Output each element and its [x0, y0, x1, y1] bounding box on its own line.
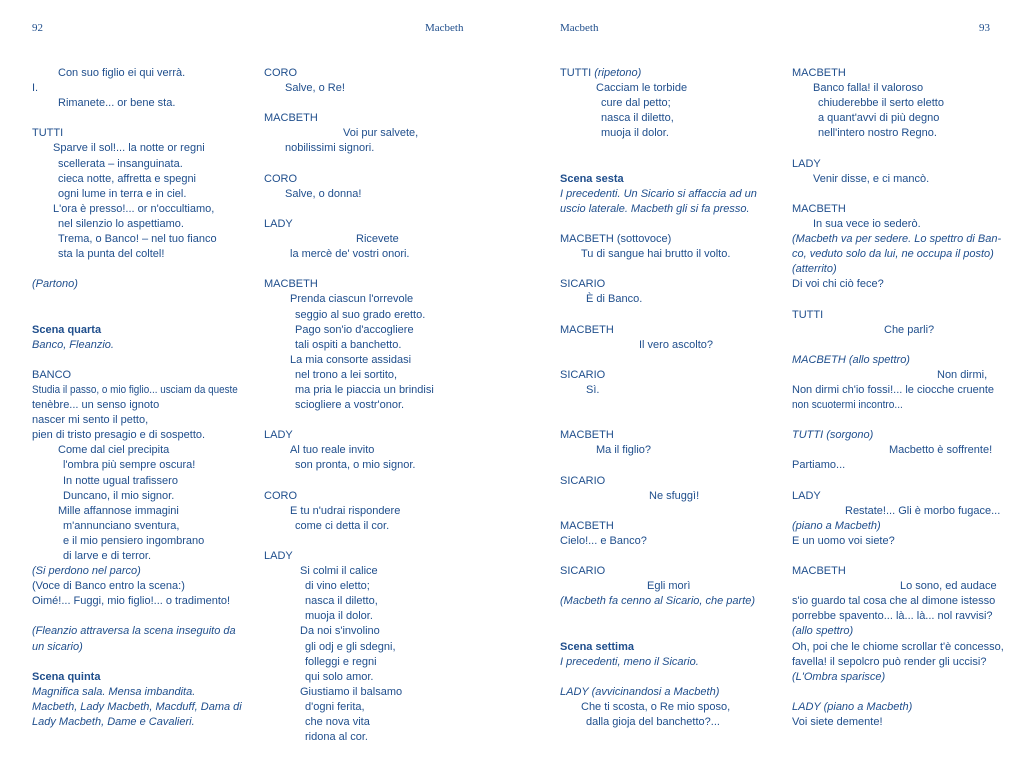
text-line: nasca il diletto,: [305, 595, 378, 608]
right-page-column-2: [792, 66, 1004, 730]
text-line: Mille affannose immagini: [58, 504, 179, 517]
blank-line: [560, 398, 770, 413]
blank-line: [792, 474, 1004, 489]
text-line: BANCO: [32, 368, 72, 381]
text-line: Lo sono, ed audace: [900, 580, 997, 593]
text-line: TUTTI (ripetono): [560, 67, 642, 79]
text-line: E un uomo voi siete?: [792, 534, 895, 547]
text-line: Ma il figlio?: [596, 444, 652, 457]
text-line: co, veduto solo da lui, ne occupa il posto): [792, 248, 994, 261]
text-line: e il mio pensiero ingombrano: [63, 534, 205, 547]
text-line: Restate!... Gli è morbo fugace...: [845, 504, 1001, 517]
text-line: s'io guardo tal cosa che al dimone istesso: [792, 595, 996, 608]
blank-line: [560, 458, 770, 473]
left-page-column-2: [264, 66, 474, 745]
text-line: Oimé!... Fuggi, mio figlio!... o tradimento!: [32, 595, 231, 608]
text-line: Rimanete... or bene sta.: [58, 97, 176, 110]
text-line: La mia consorte assidasi: [290, 353, 412, 366]
text-line: (Voce di Banco entro la scena:): [32, 580, 185, 593]
text-line: scellerata – insanguinata.: [58, 157, 183, 170]
text-line: ridona al cor.: [305, 731, 368, 744]
blank-line: [560, 308, 770, 323]
text-line: CORO: [264, 172, 297, 185]
text-line: Prenda ciascun l'orrevole: [290, 293, 414, 306]
text-line: sciogliere a vostr'onor.: [295, 399, 405, 412]
blank-line: [560, 157, 770, 172]
text-line: Non dirmi ch'io fossi!... le ciocche cruente: [792, 383, 995, 396]
text-line: la mercè de' vostri onori.: [290, 248, 410, 261]
text-line: Lady Macbeth, Dame e Cavalieri.: [32, 716, 195, 729]
text-line: Come dal ciel precipita: [58, 444, 170, 457]
text-line: d'ogni ferita,: [305, 700, 365, 713]
text-line: MACBETH: [264, 278, 318, 291]
text-line: l'ombra più sempre oscura!: [63, 459, 196, 472]
text-line: nascer mi sento il petto,: [32, 414, 149, 427]
text-line: CORO: [264, 67, 297, 79]
text-line: (Fleanzio attraversa la scena inseguito da: [32, 625, 236, 638]
text-line: (piano a Macbeth): [792, 519, 881, 532]
text-line: Banco, Fleanzio.: [32, 338, 114, 351]
blank-line: [792, 685, 1004, 700]
blank-line: [32, 308, 242, 323]
blank-line: [32, 292, 242, 307]
text-line: MACBETH (allo spettro): [792, 353, 910, 366]
text-line: L'ora è presso!... or n'occultiamo,: [53, 202, 215, 215]
blank-line: [560, 353, 770, 368]
text-line: Che parli?: [884, 323, 935, 336]
text-line: Giustiamo il balsamo: [300, 685, 403, 698]
text-line: di larve e di terror.: [63, 550, 152, 562]
blank-line: [264, 262, 474, 277]
text-line: nell'intero nostro Regno.: [818, 127, 937, 140]
text-line: SICARIO: [560, 474, 606, 487]
text-line: favella! il sepolcro può render gli uccisi?: [792, 655, 987, 668]
blank-line: [792, 413, 1004, 428]
text-line: Che ti scosta, o Re mio sposo,: [581, 700, 731, 713]
text-line: LADY: [264, 217, 293, 230]
text-line: seggio al suo grado eretto.: [295, 308, 426, 321]
text-line: MACBETH (sottovoce): [560, 233, 672, 246]
text-line: Voi pur salvete,: [343, 127, 419, 140]
text-line: Si colmi il calice: [300, 565, 378, 578]
text-line: Studia il passo, o mio figlio... usciam da queste: [32, 383, 238, 396]
blank-line: [264, 202, 474, 217]
text-line: Non dirmi,: [937, 368, 988, 381]
text-line: sta la punta del coltel!: [58, 248, 165, 261]
text-line: un sicario): [32, 640, 83, 653]
text-line: MACBETH: [560, 429, 614, 442]
text-line: (Si perdono nel parco): [32, 565, 141, 578]
text-line: MACBETH: [560, 323, 614, 336]
text-line: TUTTI: [32, 127, 64, 140]
text-line: LADY: [264, 550, 293, 562]
text-line: tenèbre... un senso ignoto: [32, 399, 160, 412]
text-line: Con suo figlio ei qui verrà.: [58, 67, 186, 79]
text-line: Trema, o Banco! – nel tuo fianco: [58, 233, 217, 246]
text-line: I.: [32, 82, 39, 95]
text-line: Scena settima: [560, 640, 634, 653]
text-line: Cielo!... e Banco?: [560, 534, 647, 547]
text-line: Pago son'io d'accogliere: [295, 323, 414, 336]
text-line: Scena quarta: [32, 323, 102, 336]
text-line: È di Banco.: [586, 293, 643, 306]
text-line: Voi siete demente!: [792, 716, 883, 729]
blank-line: [560, 504, 770, 519]
text-line: Di voi chi ciò fece?: [792, 278, 884, 291]
text-line: Ne sfuggì!: [649, 489, 700, 502]
text-line: I precedenti, meno il Sicario.: [560, 655, 699, 668]
blank-line: [32, 353, 242, 368]
text-line: (Macbeth fa cenno al Sicario, che parte): [560, 595, 756, 608]
text-line: Partiamo...: [792, 459, 846, 472]
text-line: Magnifica sala. Mensa imbandita.: [32, 685, 196, 698]
blank-line: [264, 157, 474, 172]
right-running-head: Macbeth: [560, 22, 599, 34]
text-line: ma pria le piaccia un brindisi: [295, 383, 434, 396]
text-line: SICARIO: [560, 565, 606, 578]
blank-line: [560, 624, 770, 639]
text-line: LADY: [792, 157, 821, 170]
text-line: (allo spettro): [792, 625, 854, 638]
text-line: Scena quinta: [32, 670, 101, 683]
text-line: a quant'avvi di più degno: [818, 112, 940, 125]
blank-line: [264, 413, 474, 428]
blank-line: [560, 670, 770, 685]
text-line: LADY (avvicinandosi a Macbeth): [560, 685, 720, 698]
text-line: Salve, o donna!: [285, 187, 362, 200]
blank-line: [32, 111, 242, 126]
text-line: Da noi s'involino: [300, 625, 380, 638]
blank-line: [560, 413, 770, 428]
blank-line: [560, 141, 770, 156]
text-line: uscio laterale. Macbeth gli si fa presso.: [560, 202, 750, 215]
blank-line: [792, 292, 1004, 307]
text-line: chiuderebbe il serto eletto: [818, 97, 944, 110]
text-line: ogni lume in terra e in ciel.: [58, 187, 187, 200]
text-line: MACBETH: [560, 519, 614, 532]
text-line: Al tuo reale invito: [290, 444, 375, 457]
text-line: SICARIO: [560, 278, 606, 291]
right-page-column-1: [560, 66, 770, 730]
right-page-number: 93: [979, 22, 990, 34]
blank-line: [32, 609, 242, 624]
left-page-column-1: [32, 66, 242, 730]
blank-line: [32, 655, 242, 670]
text-line: LADY: [264, 429, 293, 442]
text-line: dalla gioja del banchetto?...: [586, 716, 720, 729]
text-line: LADY: [792, 489, 821, 502]
text-line: MACBETH: [792, 202, 846, 215]
text-line: (atterrito): [792, 263, 837, 276]
text-line: Salve, o Re!: [285, 82, 345, 95]
text-line: In notte ugual trafissero: [63, 474, 178, 487]
text-line: muoja il dolor.: [305, 610, 373, 623]
text-line: Sì.: [586, 383, 600, 396]
blank-line: [560, 549, 770, 564]
text-line: porrebbe spavento... là... là... nol ravvisi?: [792, 610, 993, 623]
text-line: non scuotermi incontro...: [792, 399, 903, 412]
text-line: tali ospiti a banchetto.: [295, 338, 402, 351]
text-line: gli odj e gli sdegni,: [305, 640, 396, 653]
text-line: Duncano, il mio signor.: [63, 489, 175, 502]
text-line: SICARIO: [560, 368, 606, 381]
blank-line: [264, 534, 474, 549]
text-line: come ci detta il cor.: [295, 519, 390, 532]
text-line: di vino eletto;: [305, 580, 370, 593]
text-line: Sparve il sol!... la notte or regni: [53, 142, 205, 155]
blank-line: [264, 96, 474, 111]
text-line: TUTTI (sorgono): [792, 429, 874, 442]
text-line: (Macbeth va per sedere. Lo spettro di Ban-: [792, 233, 1002, 246]
text-line: nobilissimi signori.: [285, 142, 375, 155]
text-line: che nova vita: [305, 716, 370, 729]
text-line: E tu n'udrai rispondere: [290, 504, 401, 517]
text-line: son pronta, o mio signor.: [295, 459, 416, 472]
blank-line: [792, 549, 1004, 564]
text-line: cieca notte, affretta e spegni: [58, 172, 196, 185]
text-line: MACBETH: [792, 565, 846, 578]
text-line: cure dal petto;: [601, 97, 671, 110]
text-line: folleggi e regni: [305, 655, 377, 668]
text-line: Macbeth, Lady Macbeth, Macduff, Dama di: [32, 700, 242, 713]
text-line: nasca il diletto,: [601, 112, 674, 125]
blank-line: [560, 217, 770, 232]
blank-line: [560, 262, 770, 277]
text-line: Oh, poi che le chiome scrollar t'è concesso,: [792, 640, 1004, 653]
text-line: Banco falla! il valoroso: [813, 82, 924, 95]
text-line: Egli morì: [647, 580, 691, 593]
left-running-head: Macbeth: [425, 22, 464, 34]
blank-line: [32, 262, 242, 277]
text-line: nel silenzio lo aspettiamo.: [58, 217, 184, 230]
text-line: nel trono a lei sortito,: [295, 368, 398, 381]
text-line: pien di tristo presagio e di sospetto.: [32, 429, 206, 442]
left-page-number: 92: [32, 22, 43, 34]
text-line: Scena sesta: [560, 172, 624, 185]
text-line: qui solo amor.: [305, 670, 374, 683]
blank-line: [560, 609, 770, 624]
text-line: (Partono): [32, 278, 78, 291]
text-line: Il vero ascolto?: [639, 338, 713, 351]
text-line: In sua vece io sederò.: [813, 217, 921, 230]
text-line: MACBETH: [264, 112, 318, 125]
text-line: Ricevete: [356, 233, 399, 246]
text-line: Cacciam le torbide: [596, 82, 688, 95]
text-line: muoja il dolor.: [601, 127, 669, 140]
text-line: I precedenti. Un Sicario si affaccia ad un: [560, 187, 757, 200]
text-line: Tu di sangue hai brutto il volto.: [581, 248, 731, 261]
blank-line: [264, 474, 474, 489]
text-line: MACBETH: [792, 67, 846, 79]
text-line: TUTTI: [792, 308, 824, 321]
text-line: Macbetto è soffrente!: [889, 444, 993, 457]
blank-line: [792, 141, 1004, 156]
text-line: m'annunciano sventura,: [63, 519, 180, 532]
text-line: LADY (piano a Macbeth): [792, 700, 913, 713]
blank-line: [792, 187, 1004, 202]
text-line: (L'Ombra sparisce): [792, 670, 886, 683]
blank-line: [792, 338, 1004, 353]
text-line: Venir disse, e ci mancò.: [813, 172, 930, 185]
text-line: CORO: [264, 489, 297, 502]
